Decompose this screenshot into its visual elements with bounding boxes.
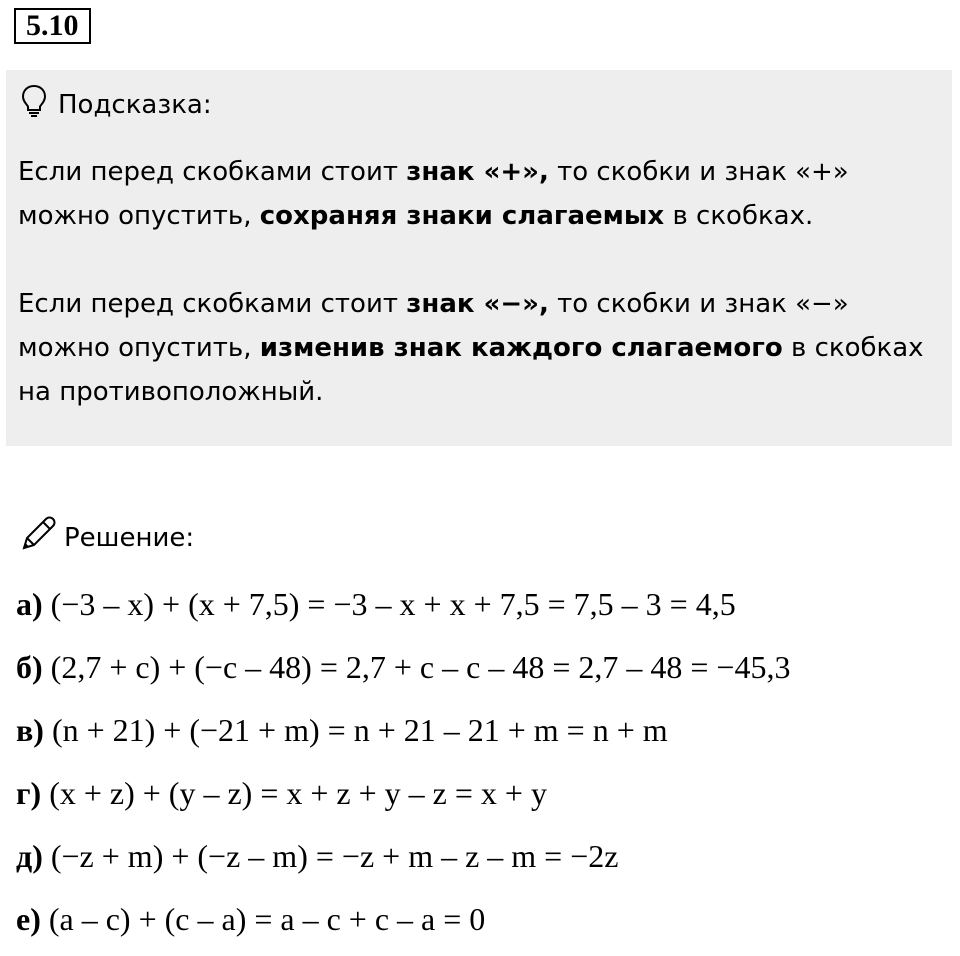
hint-paragraph bbox=[18, 150, 942, 238]
hint-emphasis: знак «+», bbox=[406, 157, 549, 187]
solution-line-expression: (2,7 + c) + (−c – 48) = 2,7 + c – c – 48 = 2,7 – 48 = −45,3 bbox=[50, 649, 791, 685]
hint-text-segment: то скобки и знак «−» можно опустить, bbox=[18, 289, 849, 363]
hint-text-segment: то скобки и знак «+» можно опустить, bbox=[18, 157, 849, 231]
solution-line-expression: (−3 – x) + (x + 7,5) = −3 – x + x + 7,5 = 7,5 – 3 = 4,5 bbox=[50, 586, 736, 622]
solution-line bbox=[16, 704, 790, 767]
hint-text-segment: в скобках на противоположный. bbox=[18, 333, 924, 407]
lightbulb-icon bbox=[20, 84, 48, 125]
solution-line-expression: (−z + m) + (−z – m) = −z + m – z – m = −2z bbox=[50, 838, 619, 874]
hint-paragraph bbox=[18, 282, 942, 414]
pencil-icon bbox=[18, 514, 58, 561]
solution-line bbox=[16, 830, 790, 893]
solution-line bbox=[16, 641, 790, 704]
solution-line bbox=[16, 578, 790, 641]
hint-header bbox=[20, 84, 212, 125]
task-number: 5.10 bbox=[14, 8, 91, 44]
solution-line-label: е) bbox=[16, 901, 41, 937]
solution-line-label: б) bbox=[16, 649, 43, 685]
solution-line-expression: (x + z) + (y – z) = x + z + y – z = x + y bbox=[49, 775, 547, 811]
hint-text bbox=[18, 150, 942, 414]
hint-text-segment: Если перед скобками стоит bbox=[18, 157, 407, 187]
hint-emphasis: изменив знак каждого слагаемого bbox=[259, 333, 783, 363]
hint-text-segment: в скобках. bbox=[664, 201, 814, 231]
hint-panel bbox=[6, 70, 952, 446]
solution-line-label: д) bbox=[16, 838, 43, 874]
solution-line-label: в) bbox=[16, 712, 44, 748]
solution-lines bbox=[16, 578, 790, 956]
solution-line-label: а) bbox=[16, 586, 43, 622]
hint-title: Подсказка: bbox=[58, 89, 212, 120]
solution-line-expression: (a – c) + (c – a) = a – c + c – a = 0 bbox=[48, 901, 486, 937]
hint-emphasis: знак «−», bbox=[406, 289, 549, 319]
solution-line bbox=[16, 767, 790, 830]
solution-header bbox=[18, 514, 194, 561]
solution-line bbox=[16, 893, 790, 956]
solution-line-expression: (n + 21) + (−21 + m) = n + 21 – 21 + m = n + m bbox=[51, 712, 668, 748]
solution-title: Решение: bbox=[64, 522, 195, 553]
hint-emphasis: сохраняя знаки слагаемых bbox=[259, 201, 665, 231]
solution-line-label: г) bbox=[16, 775, 42, 811]
hint-text-segment: Если перед скобками стоит bbox=[18, 289, 407, 319]
